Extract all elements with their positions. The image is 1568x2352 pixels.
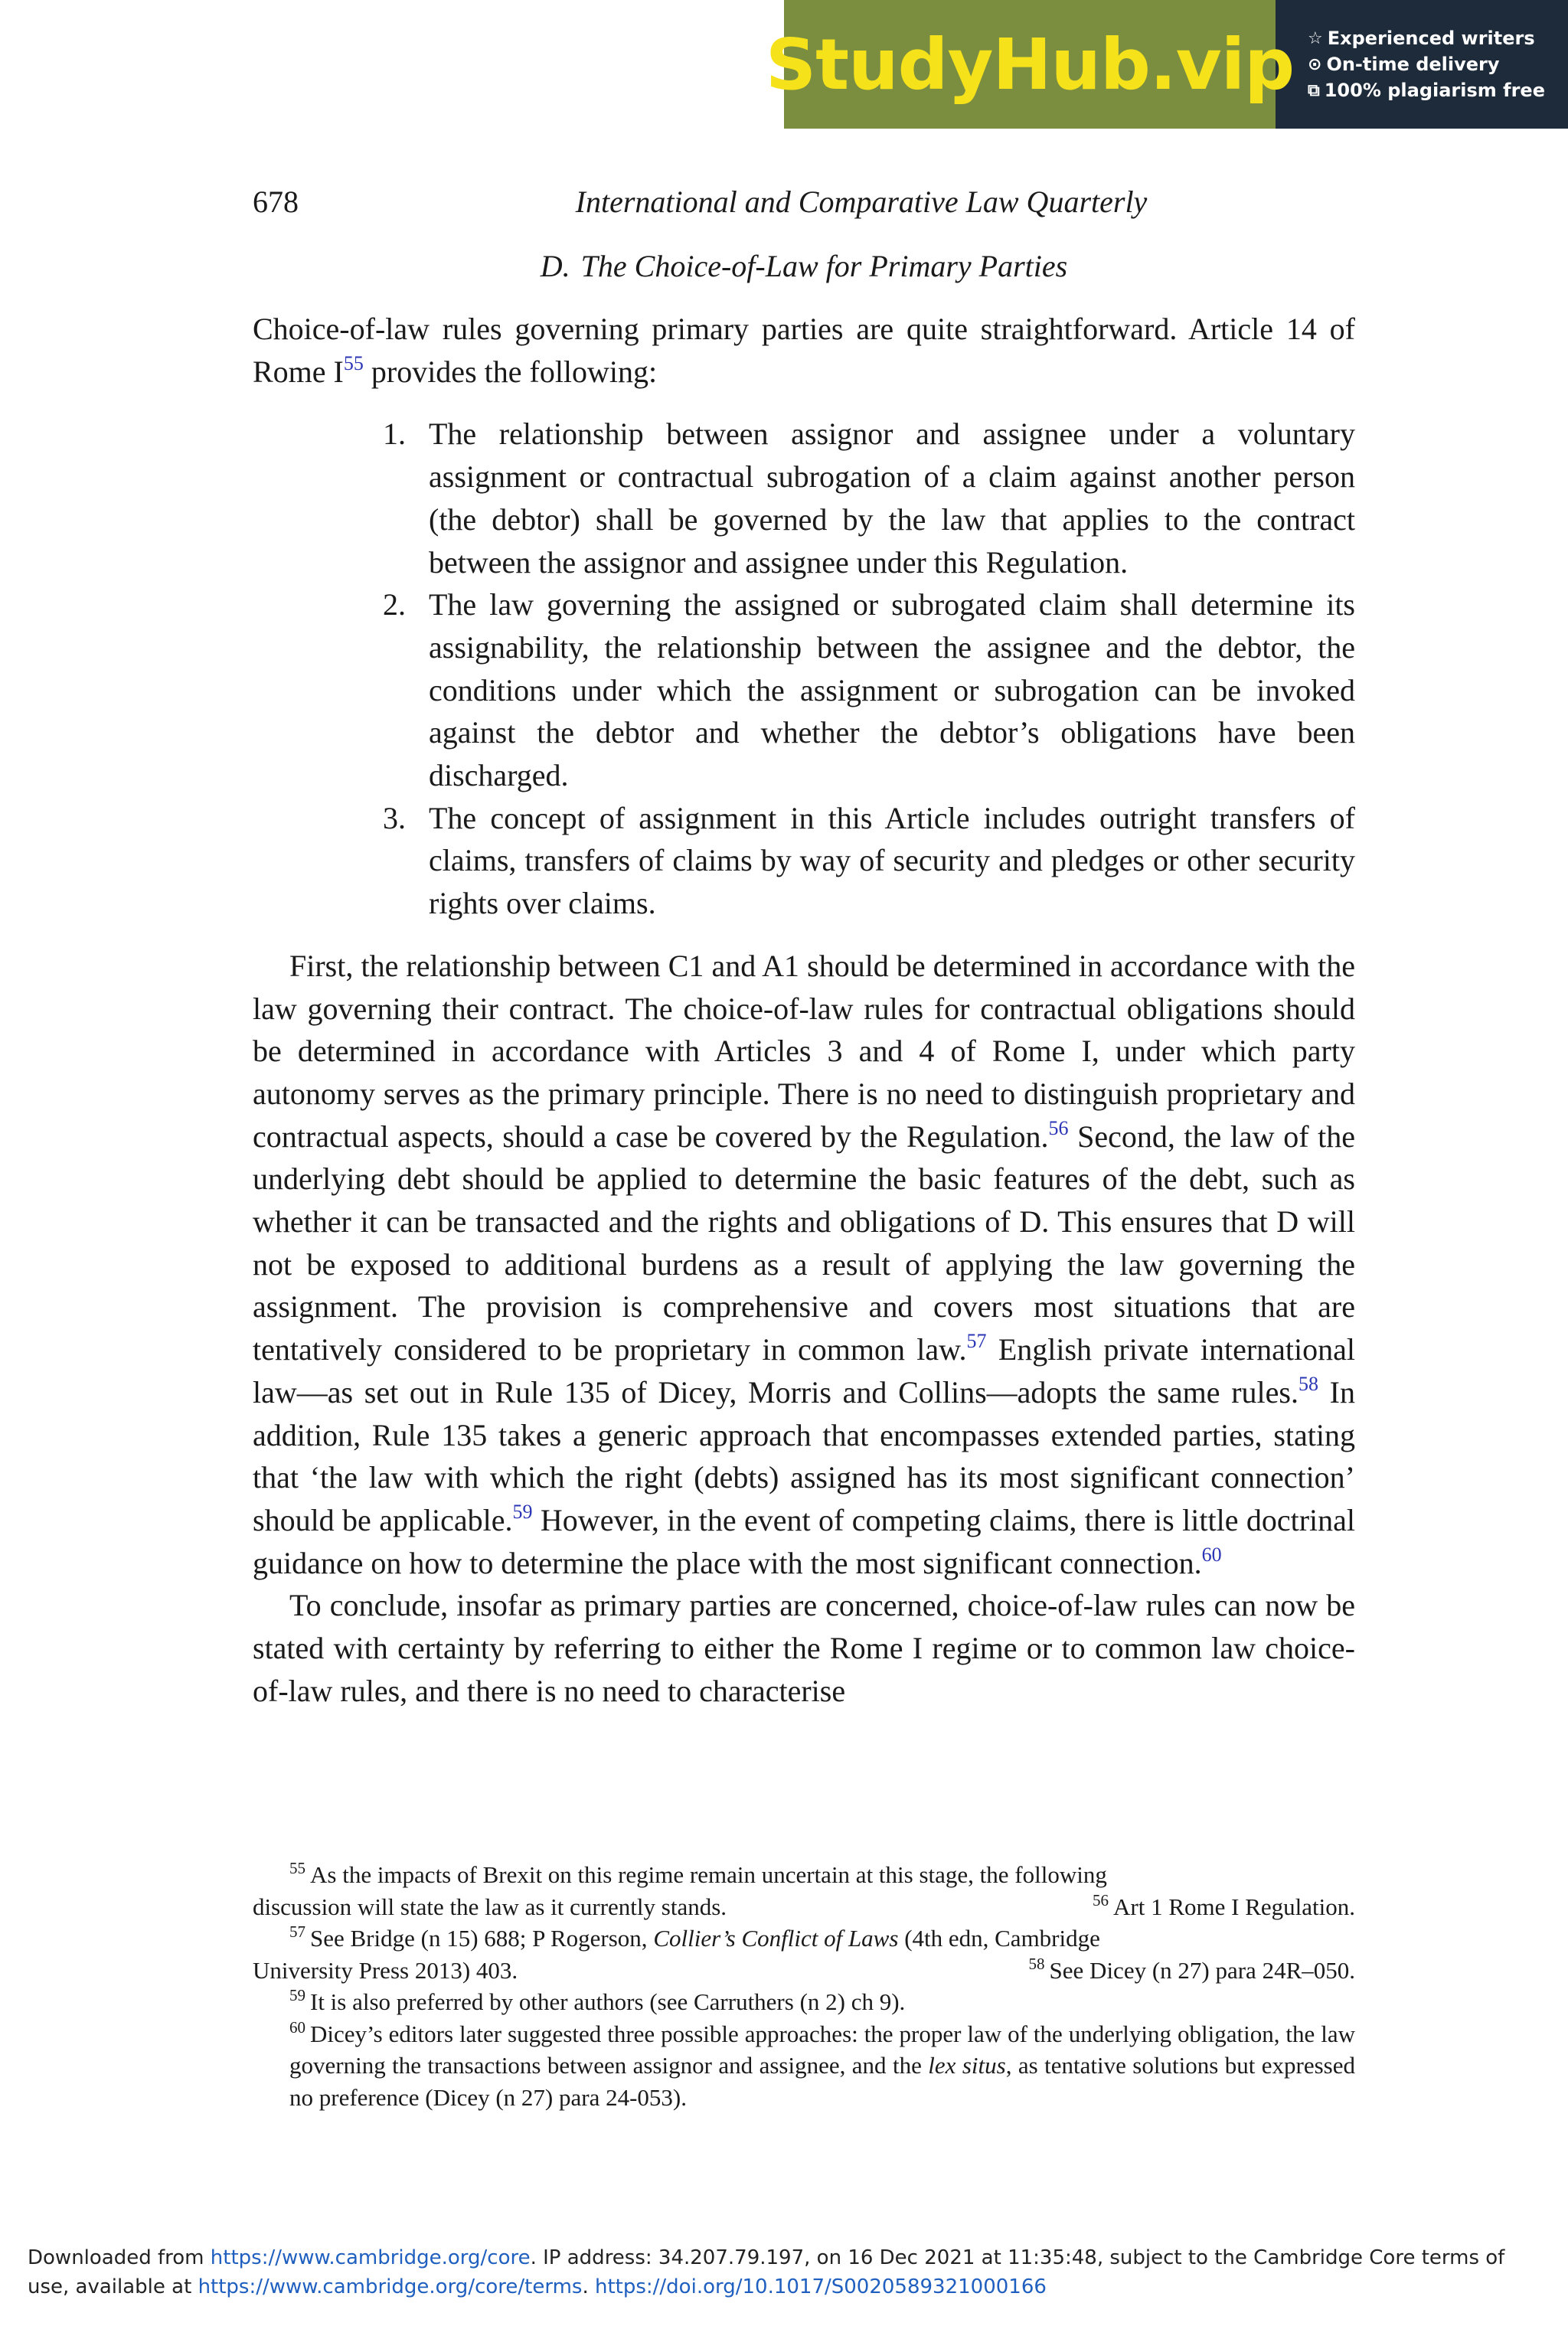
- studyhub-banner[interactable]: [765, 0, 1568, 129]
- banner-features: [1276, 0, 1568, 129]
- cambridge-terms-link[interactable]: https://www.cambridge.org/core/terms: [198, 2275, 583, 2298]
- page-number: 678: [253, 185, 299, 219]
- cambridge-core-link[interactable]: https://www.cambridge.org/core: [210, 2246, 531, 2269]
- banner-feature-writers: ☆ Experienced writers: [1308, 28, 1535, 49]
- footnote-ref-59[interactable]: 59: [512, 1500, 533, 1523]
- footnote-57: $^{57}$ See Bridge (n 15) 688; P Rogerson, Collier’s Conflict of Laws (4th edn, Cambridge: [289, 1922, 1100, 1952]
- main-text: [253, 308, 1355, 1713]
- journal-title: International and Comparative Law Quarterly: [575, 185, 1148, 219]
- footnote-ref-58[interactable]: 58: [1298, 1372, 1318, 1395]
- banner-feature-delivery: ⊙ On-time delivery: [1308, 54, 1500, 75]
- footnote-59: $^{59}$ It is also preferred by other authors (see Carruthers (n 2) ch 9).: [289, 1986, 906, 2015]
- clock-icon: ⊙: [1308, 54, 1322, 74]
- download-note: Downloaded from https://www.cambridge.org/core. IP address: 34.207.79.197, on 16 Dec 2021 at 11:35:48, subject to the Cambridge Core terms of use, available at https://www.cambridge.org/core/terms. https://doi.org/10.1017/S0020589321000166: [28, 2246, 1505, 2298]
- footnote-55: $^{55}$ As the impacts of Brexit on this regime remain uncertain at this stage, the following: [289, 1859, 1107, 1888]
- footnote-ref-60[interactable]: 60: [1201, 1543, 1222, 1566]
- footnote-55-cont: discussion will state the law as it currently stands.: [253, 1893, 727, 1920]
- footnotes: [253, 1859, 1355, 2113]
- footnote-ref-55[interactable]: 55: [343, 351, 364, 374]
- list-item: 2. The law governing the assigned or subrogated claim shall determine its assignability, the relationship between the assignee and the debtor, the conditions under which the assignment or subrogation can be invoked against the debtor and whether the debtor’s obligations have been discharged.: [383, 587, 1355, 793]
- intro-paragraph: Choice-of-law rules governing primary parties are quite straightforward. Article 14 of Rome I$^{55}$ provides the following:: [253, 312, 1355, 389]
- list-item: 1. The relationship between assignor and assignee under a voluntary assignment or contractual subrogation of a claim against another person (the debtor) shall be governed by the law that applies to the contract between the assignor and assignee under this Regulation.: [383, 416, 1355, 580]
- copy-icon: ⧉: [1308, 80, 1320, 100]
- doi-link[interactable]: https://doi.org/10.1017/S0020589321000166: [594, 2275, 1047, 2298]
- star-icon: ☆: [1308, 28, 1323, 48]
- footnote-ref-57[interactable]: 57: [966, 1330, 987, 1353]
- studyhub-logo-text: StudyHub.vip: [765, 23, 1295, 106]
- list-item: 3. The concept of assignment in this Article includes outright transfers of claims, transfers of claims by way of security and pledges or other security rights over claims.: [383, 800, 1355, 921]
- body-paragraph-2: To conclude, insofar as primary parties are concerned, choice-of-law rules can now be stated with certainty by referring to either the Rome I regime or to common law choice-of-law rules, and there is no need to characterise: [253, 1588, 1355, 1708]
- article-14-quote: [253, 413, 1355, 924]
- footnote-57-cont: University Press 2013) 403.: [253, 1956, 518, 1984]
- footnote-ref-56[interactable]: 56: [1048, 1116, 1069, 1139]
- banner-feature-plagiarism: ⧉ 100% plagiarism free: [1308, 80, 1545, 101]
- section-heading: [253, 248, 1355, 284]
- section-title: The Choice-of-Law for Primary Parties: [580, 249, 1068, 283]
- footnote-58: $^{58}$ See Dicey (n 27) para 24R–050.: [1028, 1954, 1355, 1984]
- section-label: D.: [540, 249, 570, 283]
- studyhub-logo[interactable]: [765, 0, 1295, 129]
- footnote-60: $^{60}$ Dicey’s editors later suggested three possible approaches: the proper law of the underlying obligation, the law governing the transactions between assignor and assignee, and the lex situs, as tentative solutions but expressed no preference (Dicey (n 27) para 24-053).: [289, 2017, 1355, 2111]
- footnote-56: $^{56}$ Art 1 Rome I Regulation.: [1093, 1890, 1355, 1920]
- running-head: [253, 184, 1355, 222]
- body-paragraph-1: First, the relationship between C1 and A1 should be determined in accordance with the law governing their contract. The choice-of-law rules for contractual obligations should be determined in accordance with Articles 3 and 4 of Rome I, under which party autonomy serves as the primary principle. There is no need to distinguish proprietary and contractual aspects, should a case be covered by the Regulation.$^{56}$ Second, the law of the underlying debt should be applied to determine the basic features of the debt, such as whether it can be transacted and the rights and obligations of D. This ensures that D will not be exposed to additional burdens as a result of applying the law governing the assignment. The provision is comprehensive and covers most situations that are tentatively considered to be proprietary in common law.$^{57}$ English private international law—as set out in Rule 135 of Dicey, Morris and Collins—adopts the same rules.$^{58}$ In addition, Rule 135 takes a generic approach that encompasses extended parties, stating that ‘the law with which the right (debts) assigned has its most significant connection’ should be applicable.$^{59}$ However, in the event of competing claims, there is little doctrinal guidance on how to determine the place with the most significant connection.$^{60}$: [253, 948, 1355, 1580]
